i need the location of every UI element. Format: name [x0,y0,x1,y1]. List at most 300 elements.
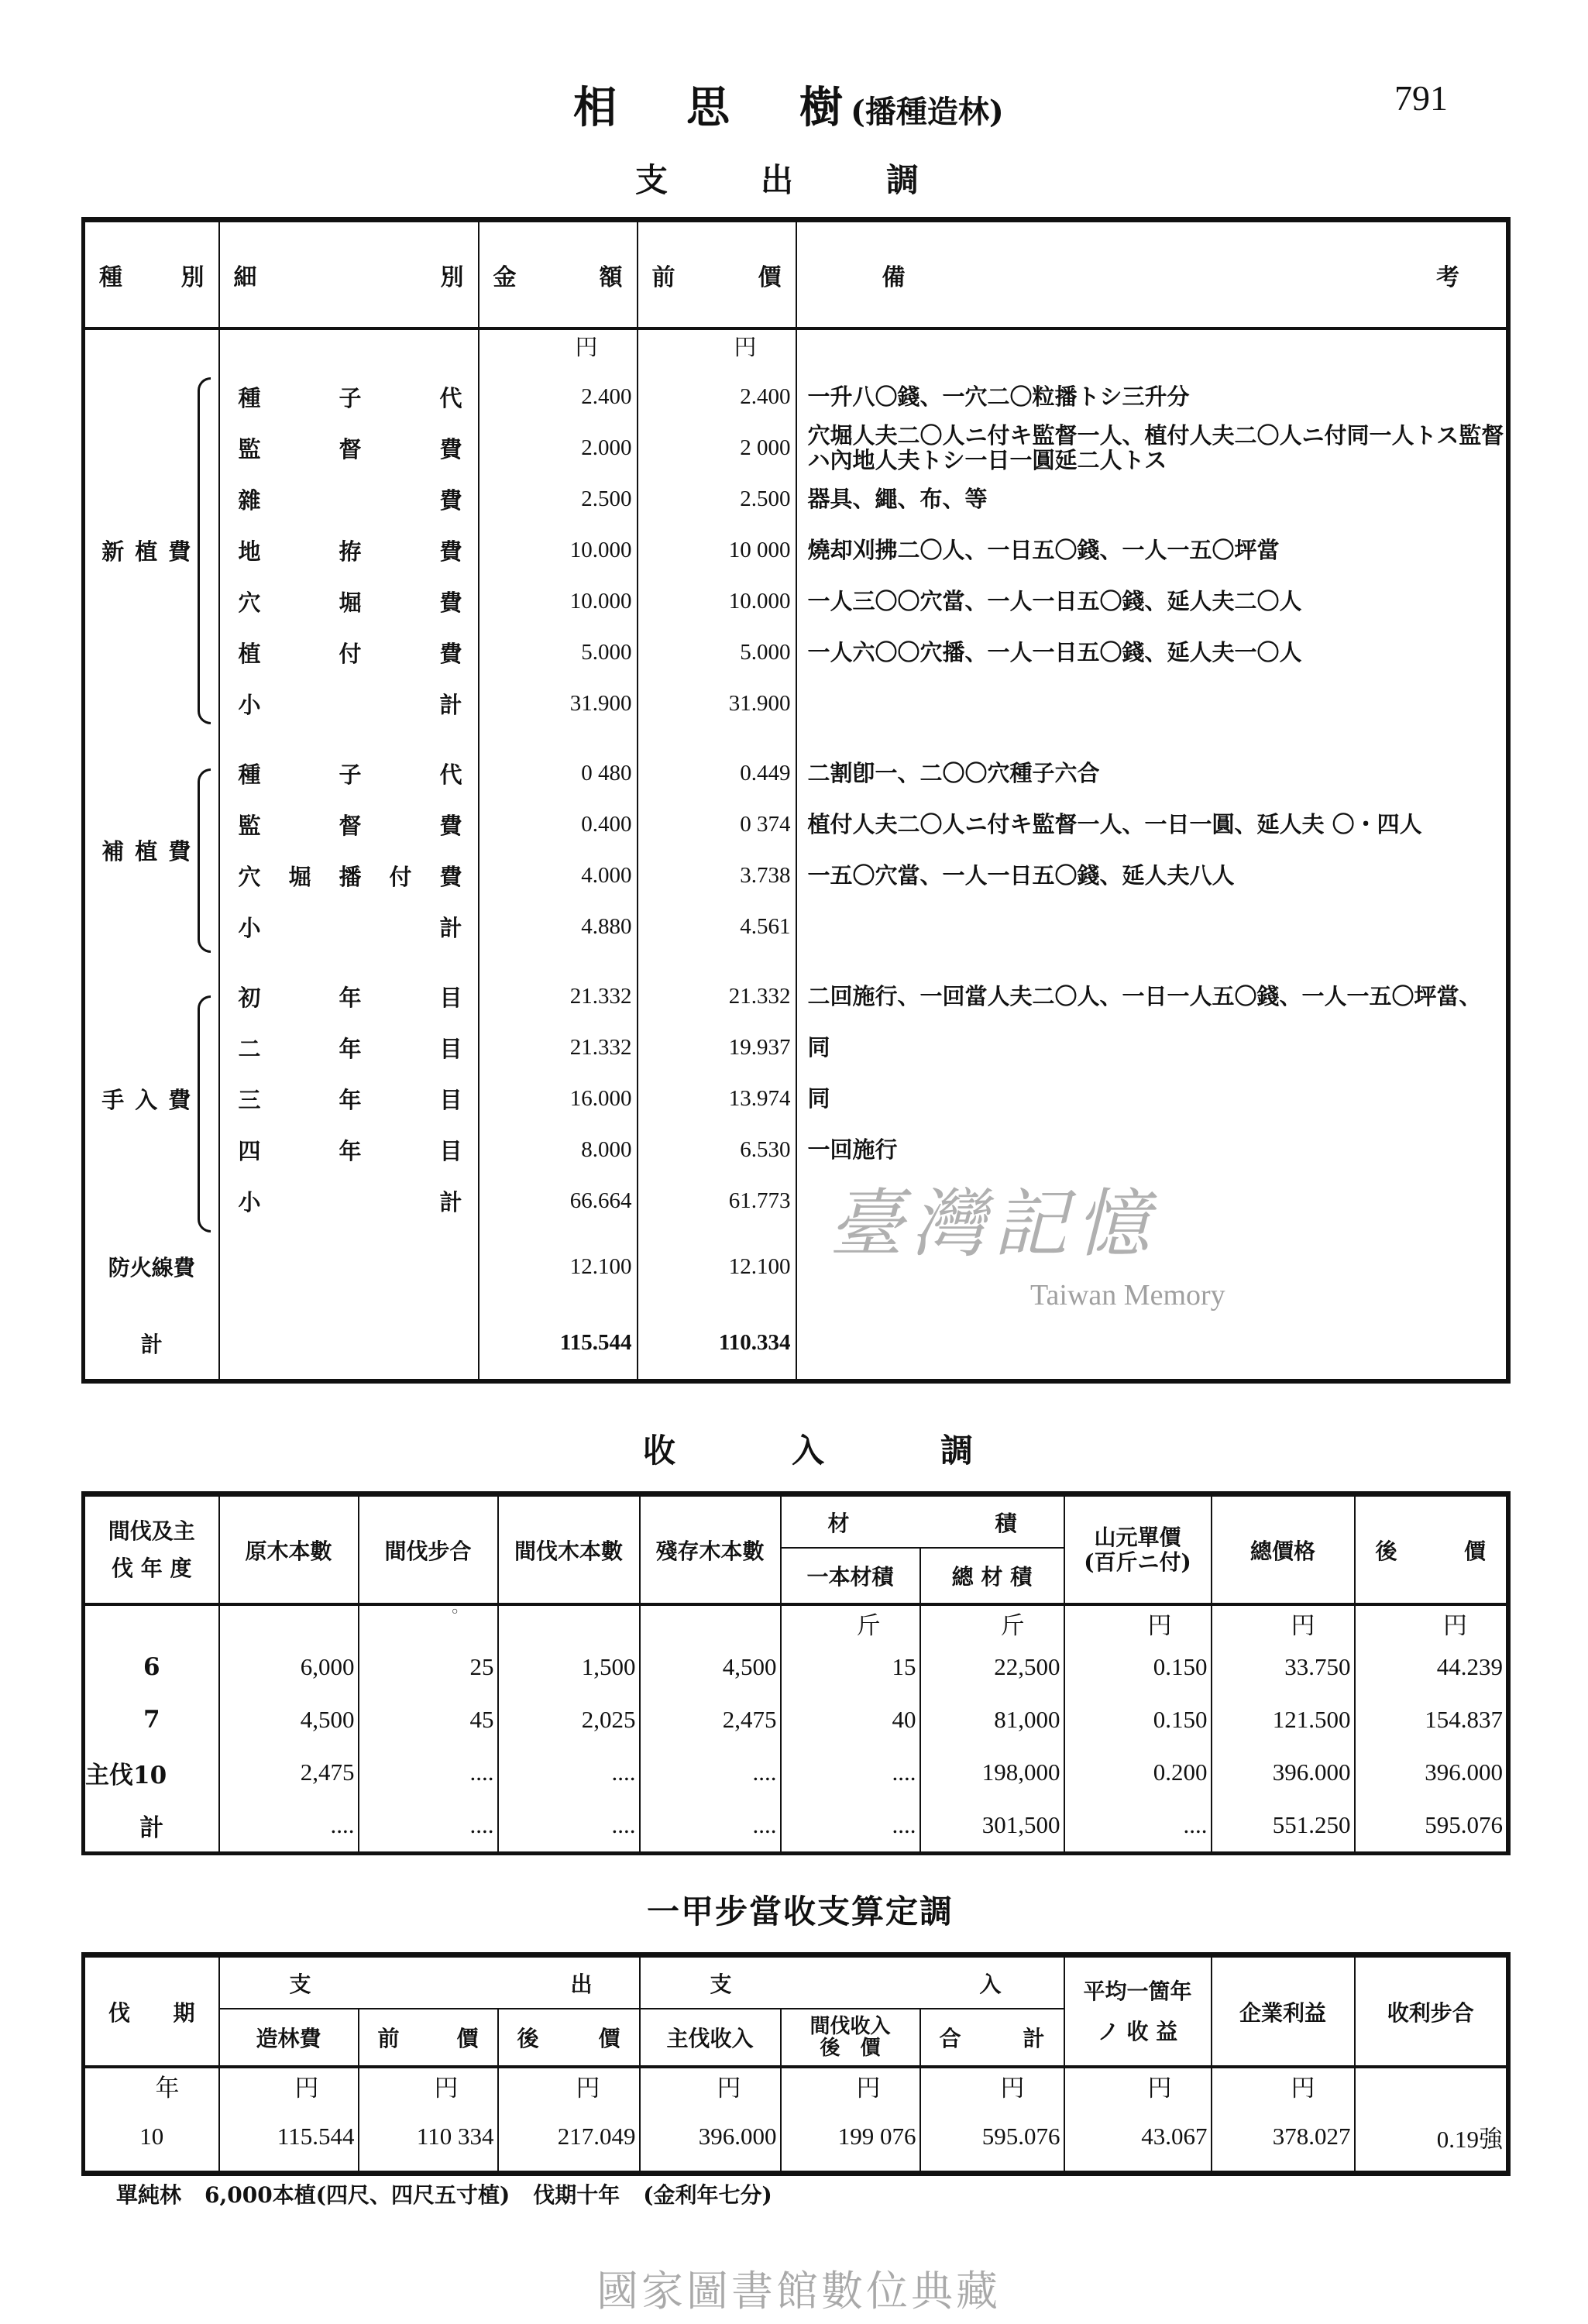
firebreak-amount: 12.100 [479,1234,638,1299]
item-char: 年 [339,1137,362,1164]
cell-thin-ratio: 25 [359,1641,498,1693]
item-char: 代 [439,761,462,788]
expense-row [84,748,1509,799]
item-char: 費 [439,863,462,890]
total-amount: 115.544 [479,1307,638,1381]
category-label: 手入費 [84,971,219,1226]
remark-cell: 一回施行 [807,1136,898,1163]
expense-row [84,799,1509,850]
amount-cell: 2.000 [479,422,638,473]
remark-cell: 器具、繩、布、等 [807,486,988,512]
unit-row [84,328,1509,362]
item-label [219,1175,479,1226]
expense-header-row [84,220,1509,329]
prior-value-cell: 13.974 [638,1073,796,1124]
item-char: 費 [439,589,462,616]
cell-thin-trees: 1,500 [498,1641,640,1693]
cell-avg-year: 43.067 [1064,2103,1212,2173]
item-char: 計 [439,1188,462,1215]
item-char: 植 [238,640,261,667]
section-title-char: 出 [761,161,794,199]
cell-afforest: 115.544 [219,2103,359,2173]
remark-cell: 一人三〇〇穴當、一人一日五〇錢、延人夫二〇人 [807,588,1302,614]
empty-cell [84,952,219,971]
header-char: 期 [173,1999,195,2026]
cell-thin-ratio: .... [359,1746,498,1799]
spacer-row [84,1226,1509,1234]
income-row [84,1693,1509,1746]
title-char: 相 [573,82,617,133]
empty-cell [479,729,638,748]
header-char: 價 [598,2026,620,2051]
remark-cell [796,678,1509,729]
item-char: 年 [339,1035,362,1062]
empty-cell [219,1226,479,1234]
footnote-forest-type: 單純林 [116,2182,182,2208]
expense-row [84,473,1509,524]
cell-unit-price: 0.150 [1064,1693,1212,1746]
item-label [219,748,479,799]
cell-thin-trees: .... [498,1746,640,1799]
header-line: 間伐收入 [809,2015,891,2038]
empty-cell [638,952,796,971]
unit-label: 年 [84,2067,219,2103]
header-char: 合 [939,2026,961,2051]
cell-sum: 595.076 [920,2103,1064,2173]
item-char: 種 [238,761,261,788]
item-char: 穴 [238,863,261,890]
amount-cell: 10.000 [479,524,638,576]
header-char: 種 [99,263,122,291]
empty-cell [84,1604,219,1641]
empty-cell [796,729,1509,748]
header-line: 平均一箇年 [1083,1978,1192,2004]
prior-value-cell: 2.400 [638,371,796,422]
cell-thin-ratio: 45 [359,1693,498,1746]
empty-cell [479,1226,638,1234]
empty-cell [219,362,479,371]
cell-remain-trees: .... [640,1799,781,1854]
section-title-char: 收 [643,1432,676,1470]
header-line: 間伐及主 [108,1518,195,1544]
unit-label: ○ [359,1604,498,1641]
cell-unit-price: 0.200 [1064,1746,1212,1799]
total-label: 計 [84,1307,219,1381]
expense-row [84,1073,1509,1124]
income-total-row [84,1799,1509,1854]
item-label [219,678,479,729]
remark-cell: 二割卽一、二〇〇穴種子六合 [807,760,1100,786]
amount-cell: 21.332 [479,971,638,1022]
unit-label: 円 [781,2067,920,2103]
prior-value-cell: 0 374 [638,799,796,850]
footnote-rotation: 伐期十年 [533,2182,620,2208]
expense-row [84,678,1509,729]
prior-value-cell: 31.900 [638,678,796,729]
header-char: 支 [710,1971,732,1997]
item-char: 代 [439,384,462,411]
footnote [116,2178,796,2209]
expense-row [84,1124,1509,1175]
amount-cell: 66.664 [479,1175,638,1226]
cell-vol-total: 198,000 [920,1746,1064,1799]
item-char: 穴 [238,589,261,616]
empty-cell [796,362,1509,371]
prior-value-cell: 10.000 [638,576,796,627]
empty-cell [479,952,638,971]
amount-cell: 21.332 [479,1022,638,1073]
cell-remain-trees: .... [640,1746,781,1799]
prior-value-cell: 6.530 [638,1124,796,1175]
footnote-interest: (金利年七分) [643,2182,772,2208]
item-char: 初 [238,984,261,1011]
cell-post-value: 396.000 [1425,1758,1503,1786]
remark-cell: 二回施行、一回當人夫二〇人、一日一人五〇錢、一人一五〇坪當、 [807,983,1482,1009]
cell-unit-price: .... [1064,1799,1212,1854]
cell-vol-total: 301,500 [920,1799,1064,1854]
cell-post-value: 154.837 [1425,1706,1503,1733]
item-char: 督 [339,435,362,462]
header-char: 別 [180,263,205,291]
item-char: 雜 [238,486,261,514]
income-section-title [643,1425,973,1472]
cell-profit: 378.027 [1212,2103,1355,2173]
amount-cell: 31.900 [479,678,638,729]
summary-table [81,1952,1511,2176]
item-char: 目 [439,1137,462,1164]
empty-cell [796,952,1509,971]
cell-orig-trees: .... [219,1799,359,1854]
item-char: 小 [238,914,261,941]
header-expense [219,1955,640,2009]
item-char: 年 [339,1086,362,1113]
item-char: 子 [339,384,362,411]
header-avg-year [1064,1955,1212,2068]
cell-thin-post: 199 076 [781,2103,920,2173]
empty-cell [219,729,479,748]
unit-label: 円 [219,2067,359,2103]
empty-cell [84,362,219,371]
item-label [219,473,479,524]
remark-cell: 同 [807,1034,830,1061]
cell-unit-price: 0.150 [1064,1641,1212,1693]
empty-cell [219,1299,479,1307]
remark-cell: 燒却刈拂二〇人、一日五〇錢、一人一五〇坪當 [807,537,1280,563]
cell-year: 主伐10 [84,1746,219,1799]
bracket-shinshoku [198,377,211,724]
header-yield-ratio: 收利步合 [1355,1955,1508,2068]
header-thin-trees: 間伐木本數 [498,1494,640,1605]
remark-cell: 一五〇穴當、一人一日五〇錢、延人夫八人 [807,862,1235,889]
unit-label: 円 [1212,1604,1355,1641]
item-label [219,971,479,1022]
item-char: 種 [238,384,261,411]
cell-total-price: 121.500 [1212,1693,1355,1746]
empty-cell [479,1299,638,1307]
prior-value-cell: 21.332 [638,971,796,1022]
empty-cell [638,1226,796,1234]
watermark-taiwan-memory: 臺灣記憶 [829,1181,1157,1267]
unit-row [84,1604,1509,1641]
item-char: 子 [339,761,362,788]
empty-cell [219,1234,479,1299]
amount-cell: 2.400 [479,371,638,422]
watermark-ncl-digital: 國家圖書館數位典藏 [596,2267,1001,2315]
spacer-row [84,952,1509,971]
header-char: 考 [1436,263,1459,291]
header-volume [781,1494,1064,1549]
remark-cell: 一人六〇〇穴播、一人一日五〇錢、延人夫一〇人 [807,639,1302,665]
item-char: 四 [238,1137,261,1164]
item-char: 拵 [339,538,362,565]
footnote-planting: 6,000本植(四尺、四尺五寸植) [205,2182,510,2208]
income-row [84,1746,1509,1799]
expense-row [84,901,1509,952]
cell-remain-trees: 4,500 [640,1641,781,1693]
cell-total-price: 551.250 [1212,1799,1355,1854]
bracket-hoshoku [198,768,211,953]
expense-row [84,1175,1509,1226]
cell-vol-per-tree: 40 [781,1693,920,1746]
spacer-row [84,362,1509,371]
header-income [640,1955,1064,2009]
item-char: 二 [238,1035,261,1062]
empty-cell [638,1299,796,1307]
item-label [219,1022,479,1073]
spacer-row [84,729,1509,748]
item-char: 目 [439,1086,462,1113]
header-char: 額 [599,263,623,291]
empty-cell [219,1604,359,1641]
cell-vol-total: 22,500 [920,1641,1064,1693]
item-char: 三 [238,1086,261,1113]
watermark-taiwan-memory-en: Taiwan Memory [1030,1279,1225,1312]
empty-cell [219,1307,479,1381]
summary-section-title: 一甲步當收支算定調 [647,1893,954,1930]
section-title-char: 支 [635,161,669,199]
empty-cell [1355,2067,1508,2103]
empty-cell [219,328,479,362]
item-char: 監 [238,812,261,839]
header-line: ノ 收 益 [1097,2018,1178,2044]
cell-post: 217.049 [498,2103,640,2173]
summary-data-row [84,2103,1509,2173]
prior-value-cell: 2 000 [638,422,796,473]
total-prior: 110.334 [638,1307,796,1381]
amount-cell: 2.500 [479,473,638,524]
expense-row [84,971,1509,1022]
income-row [84,1641,1509,1693]
amount-cell: 8.000 [479,1124,638,1175]
section-title-char: 調 [940,1432,974,1470]
header-char: 出 [570,1971,593,1997]
unit-label: 円 [1064,2067,1212,2103]
cell-vol-per-tree: 15 [781,1641,920,1693]
prior-value-cell: 2.500 [638,473,796,524]
section-title-char: 入 [792,1432,825,1470]
empty-cell [638,729,796,748]
header-line: (百斤ニ付) [1084,1549,1191,1575]
unit-label: 円 [1064,1604,1212,1641]
empty-cell [638,362,796,371]
amount-cell: 10.000 [479,576,638,627]
prior-value-cell: 3.738 [638,850,796,901]
item-char: 費 [439,640,462,667]
cell-post-value: 44.239 [1436,1653,1503,1680]
item-char: 地 [238,538,261,565]
cell-vol-total: 81,000 [920,1693,1064,1746]
page-title [573,74,1004,136]
cell-orig-trees: 6,000 [219,1641,359,1693]
empty-cell [640,1604,781,1641]
firebreak-label: 防火線費 [84,1234,219,1299]
cell-post-value: 595.076 [1425,1811,1503,1838]
header-line: 伐 年 度 [112,1555,192,1581]
header-char: 後 [517,2026,539,2051]
cell-remain-trees: 2,475 [640,1693,781,1746]
header-period [84,1955,219,2068]
empty-cell [796,1307,1509,1381]
empty-cell [84,328,219,362]
cell-thin-trees: 2,025 [498,1693,640,1746]
cell-year: 6 [84,1641,219,1693]
item-char: 目 [439,984,462,1011]
prior-value-cell: 19.937 [638,1022,796,1073]
item-label [219,1124,479,1175]
item-char: 計 [439,691,462,718]
unit-label: 円 [638,328,796,362]
cell-thin-trees: .... [498,1799,640,1854]
header-total-price: 總價格 [1212,1494,1355,1605]
header-year [84,1494,219,1605]
category-label: 補植費 [84,748,219,952]
empty-cell [796,328,1509,362]
item-char: 年 [339,984,362,1011]
item-label [219,901,479,952]
empty-cell [498,1604,640,1641]
prior-value-cell: 61.773 [638,1175,796,1226]
firebreak-prior: 12.100 [638,1234,796,1299]
expense-row [84,627,1509,678]
cell-orig-trees: 4,500 [219,1693,359,1746]
header-char: 入 [979,1971,1002,1997]
income-header-row-1 [84,1494,1509,1549]
item-char: 督 [339,812,362,839]
header-line: 後 價 [820,2037,881,2060]
item-char: 堀 [288,863,311,890]
item-char: 費 [439,812,462,839]
cell-year: 7 [84,1693,219,1746]
summary-header-row-1 [84,1955,1509,2009]
unit-label: 円 [640,2067,781,2103]
item-label [219,627,479,678]
item-char: 付 [389,863,412,890]
unit-row [84,2067,1509,2103]
item-label [219,799,479,850]
item-label [219,524,479,576]
cell-orig-trees: 2,475 [219,1746,359,1799]
header-prior [359,2009,498,2067]
header-post-value [1355,1494,1509,1605]
cell-yield-ratio: 0.19強 [1436,2125,1503,2153]
title-char: 樹 [799,82,843,133]
item-label [219,576,479,627]
empty-cell [84,729,219,748]
item-label [219,1073,479,1124]
item-char: 費 [439,486,462,514]
remark-cell [796,901,1509,952]
cell-prior: 110 334 [359,2103,498,2173]
header-profit: 企業利益 [1212,1955,1355,2068]
item-char: 目 [439,1035,462,1062]
unit-label: 円 [920,2067,1064,2103]
header-char: 別 [440,263,464,291]
spacer-row [84,1299,1509,1307]
amount-cell: 0 480 [479,748,638,799]
header-char: 材 [827,1510,850,1536]
unit-label: 円 [359,2067,498,2103]
expense-row [84,524,1509,576]
expense-table [81,217,1511,1384]
empty-cell [219,952,479,971]
expense-row [84,850,1509,901]
prior-value-cell: 10 000 [638,524,796,576]
header-item [219,220,479,329]
page-number: 791 [1394,78,1448,118]
unit-label: 斤 [781,1604,920,1641]
unit-label: 円 [1443,1612,1467,1639]
cell-year: 計 [84,1799,219,1854]
header-char: 金 [493,263,517,291]
header-char: 計 [1023,2026,1045,2051]
cell-vol-per-tree: .... [781,1799,920,1854]
header-amount [479,220,638,329]
cell-vol-per-tree: .... [781,1746,920,1799]
cell-period: 10 [84,2103,219,2173]
firebreak-row [84,1234,1509,1299]
prior-value-cell: 0.449 [638,748,796,799]
amount-cell: 0.400 [479,799,638,850]
header-char: 價 [456,2026,479,2051]
unit-label: 円 [1212,2067,1355,2103]
expense-row [84,576,1509,627]
expense-row [84,1022,1509,1073]
empty-cell [479,362,638,371]
header-thin-ratio: 間伐步合 [359,1494,498,1605]
header-char: 前 [377,2026,400,2051]
prior-value-cell: 5.000 [638,627,796,678]
amount-cell: 4.880 [479,901,638,952]
header-vol-per-tree: 一本材積 [781,1548,920,1604]
cell-main-cut: 396.000 [640,2103,781,2173]
header-post [498,2009,640,2067]
header-char: 備 [882,263,906,291]
item-char: 小 [238,691,261,718]
header-unit-price [1064,1494,1212,1605]
unit-label: 円 [498,2067,640,2103]
category-label: 新植費 [84,371,219,729]
item-label [219,422,479,473]
total-row [84,1307,1509,1381]
header-afforest: 造林費 [219,2009,359,2067]
header-thin-post [781,2009,920,2067]
bracket-teire [198,995,211,1232]
header-sum [920,2009,1064,2067]
header-char: 後 [1375,1538,1397,1564]
header-char: 價 [1463,1538,1486,1564]
item-char: 播 [339,863,362,890]
cell-thin-ratio: .... [359,1799,498,1854]
